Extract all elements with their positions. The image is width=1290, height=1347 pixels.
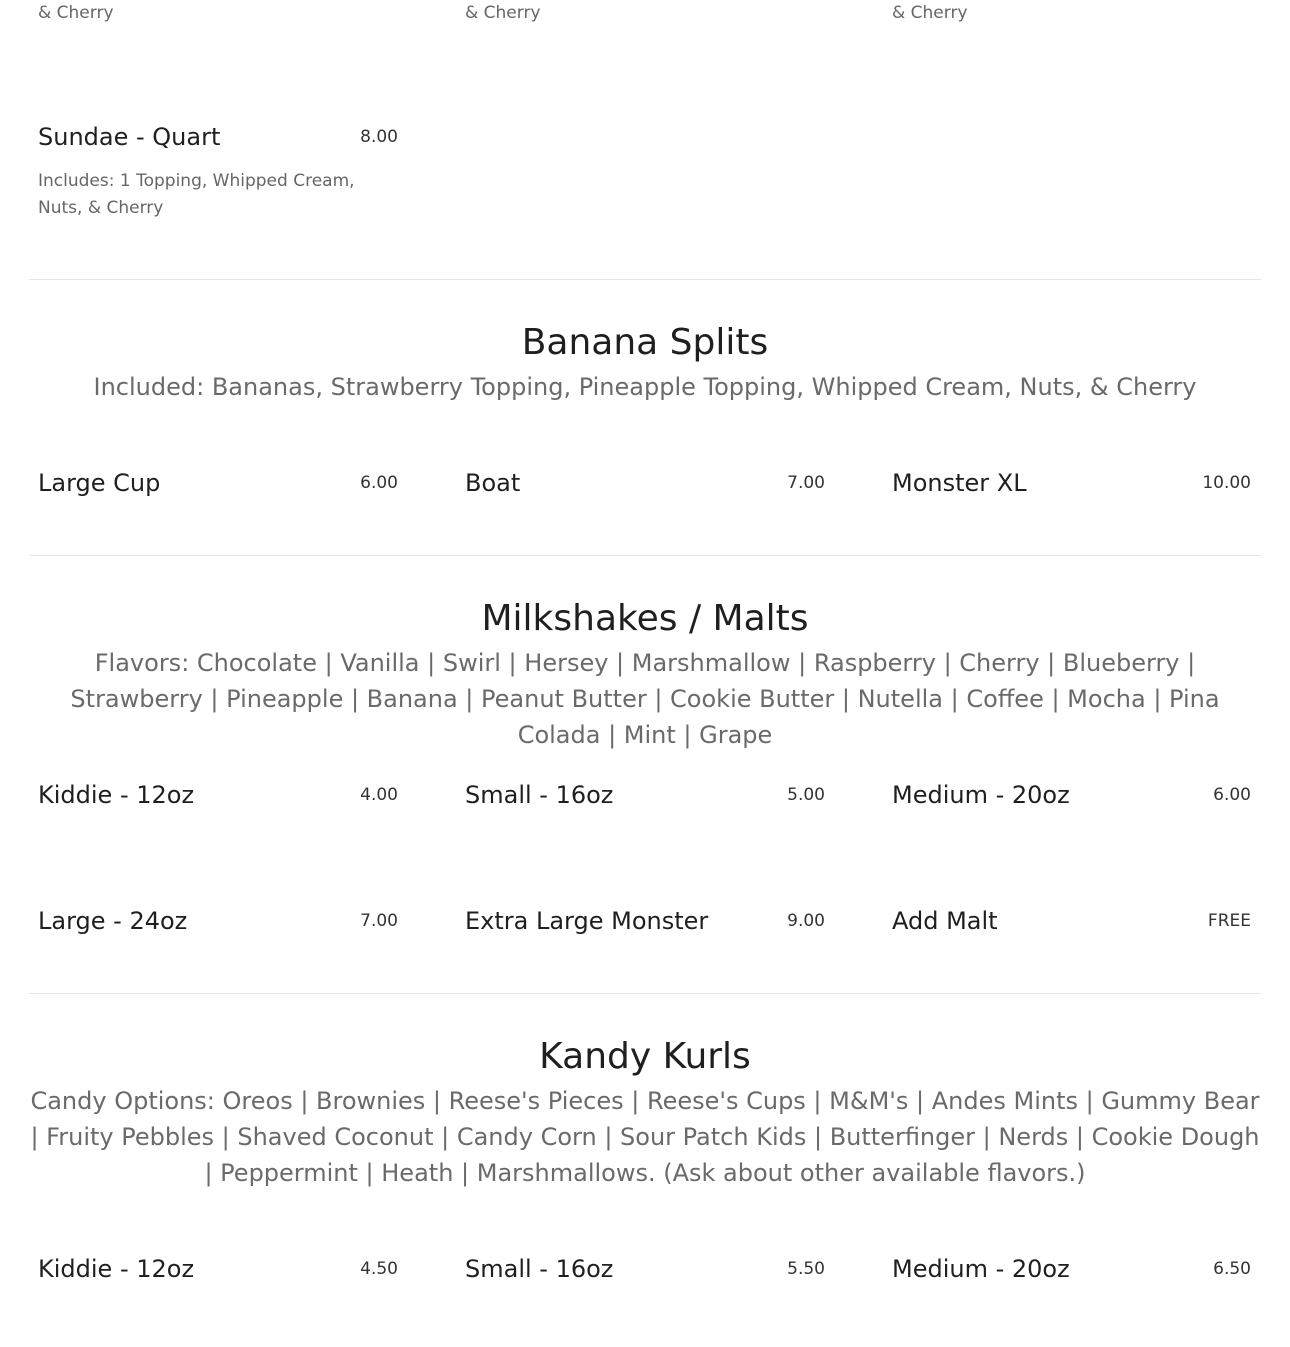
section-subtitle-banana-splits: Included: Bananas, Strawberry Topping, Pineapple Topping, Whipped Cream, Nuts, & Cherry	[93, 373, 1197, 401]
menu-item-price: 7.00	[360, 911, 398, 931]
menu-item-name: Extra Large Monster	[465, 907, 709, 935]
menu-item	[38, 780, 398, 810]
menu-item-price: 6.00	[360, 473, 398, 493]
menu-item-sundae-quart	[38, 122, 398, 222]
menu-item-name: Large Cup	[38, 469, 161, 497]
section-divider	[29, 555, 1261, 556]
menu-item-description: Includes: 1 Topping, Whipped Cream, Nuts, & Cherry	[38, 171, 355, 218]
menu-item-name: Sundae - Quart	[38, 123, 221, 151]
menu-item-description-fragment: & Cherry	[892, 3, 968, 23]
menu-item-name: Medium - 20oz	[892, 781, 1070, 809]
menu-item-description-fragment: & Cherry	[38, 3, 114, 23]
menu-item	[465, 906, 825, 936]
menu-item-price: 9.00	[787, 911, 825, 931]
menu-item-name: Add Malt	[892, 907, 998, 935]
section-subtitle-kandy-kurls: Candy Options: Oreos | Brownies | Reese's Pieces | Reese's Cups | M&M's | Andes Mints | Gummy Bear | Fruity Pebbles | Shaved Coconut | Candy Corn | Sour Patch Kids | Butterfinger | Nerds | Cookie Dough | Peppermint | Heath | Marshmallows. (Ask about other available flavors.)	[30, 1087, 1260, 1187]
menu-item	[892, 906, 1251, 936]
menu-item	[38, 906, 398, 936]
section-divider	[29, 279, 1261, 280]
menu-item-price: 4.50	[360, 1259, 398, 1279]
menu-item	[892, 468, 1251, 498]
section-title-milkshakes: Milkshakes / Malts	[481, 598, 809, 639]
section-title-banana-splits: Banana Splits	[521, 322, 769, 363]
menu-item-price: 5.00	[787, 785, 825, 805]
menu-item-name: Boat	[465, 469, 521, 497]
menu-item-description-fragment: & Cherry	[465, 3, 541, 23]
menu-item-price: 6.00	[1213, 785, 1251, 805]
menu-item-price: 6.50	[1213, 1259, 1251, 1279]
menu-item	[38, 468, 398, 498]
menu-item-price: 5.50	[787, 1259, 825, 1279]
menu-item	[892, 780, 1251, 810]
menu-item-name: Small - 16oz	[465, 1255, 614, 1283]
menu-item-name: Monster XL	[892, 469, 1027, 497]
menu-item-price: 4.00	[360, 785, 398, 805]
menu-item-name: Medium - 20oz	[892, 1255, 1070, 1283]
section-subtitle-milkshakes: Flavors: Chocolate | Vanilla | Swirl | Hersey | Marshmallow | Raspberry | Cherry | Blueberry | Strawberry | Pineapple | Banana | Peanut Butter | Cookie Butter | Nutella | Coffee | Mocha | Pina Colada | Mint | Grape	[70, 649, 1220, 749]
menu-item-name: Kiddie - 12oz	[38, 1255, 195, 1283]
section-title-kandy-kurls: Kandy Kurls	[539, 1036, 751, 1077]
menu-item	[892, 1254, 1251, 1284]
menu-item-price: 10.00	[1202, 473, 1251, 493]
menu-item-name: Small - 16oz	[465, 781, 614, 809]
menu-item-price: 7.00	[787, 473, 825, 493]
menu-item	[465, 1254, 825, 1284]
section-divider	[29, 993, 1261, 994]
menu-item-price: FREE	[1207, 911, 1251, 931]
menu-item-price: 8.00	[360, 127, 398, 147]
menu-item	[38, 1254, 398, 1284]
menu-item	[465, 468, 825, 498]
menu-item-name: Large - 24oz	[38, 907, 188, 935]
menu-item-name: Kiddie - 12oz	[38, 781, 195, 809]
menu-item	[465, 780, 825, 810]
